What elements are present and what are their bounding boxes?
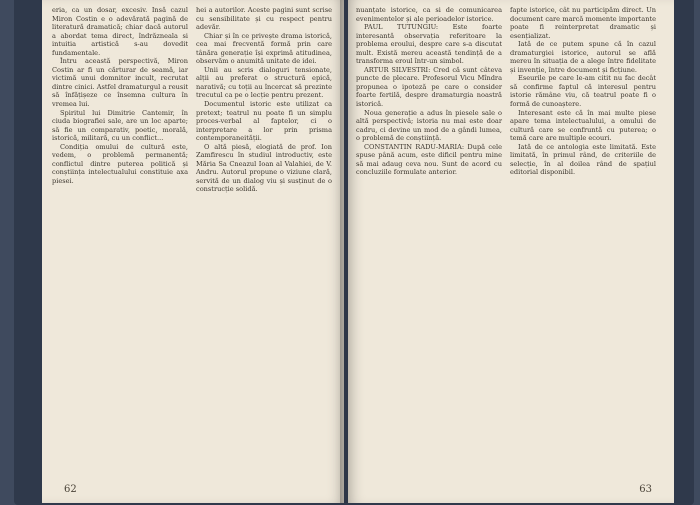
paragraph: eria, ca un dosar, excesiv. Insă cazul Miron Costin e o adevărată pagină de literatură dramatică; chiar dacă autorul a abordat tema direct, îndrăzneala si intuitia artistică s-au dovedit fundamentale. (52, 6, 188, 57)
left-column-1 (52, 6, 188, 194)
paragraph: Întru această perspectivă, Miron Costin ar fi un cărturar de seamă, iar victimă unui domnitor incult, recrutat dintre cinici. Astfel dramaturgul a reusit să înfățișeze ce însemna cultura în vremea lui. (52, 57, 188, 109)
right-column-1 (356, 6, 502, 177)
paragraph: Spiritul lui Dimitrie Cantemir, în ciuda biografiei sale, are un loc aparte; să fie un comparativ, poetic, morală, istorică, militară, cu un conflict... (52, 108, 188, 143)
paragraph: Condiția omului de cultură este, vedem, o problemă permanentă; conflictul dintre puterea politică și conștiința intelectualului constituie axa piesei. (52, 142, 188, 185)
paragraph: Documentul istoric este utilizat ca pretext; teatrul nu poate fi un simplu proces-verbal al faptelor, ci o interpretare a lor prin prisma contemporaneității. (196, 100, 332, 143)
paragraph: nuanțate istorice, ca si de comunicarea evenimentelor și ale perioadelor istorice. (356, 6, 502, 23)
paragraph: fapte istorice, cât nu participăm direct. Un document care marcă momente importante poate fi reinterpretat dramatic și esențializat. (510, 6, 656, 40)
right-page (348, 0, 674, 503)
page-number-right: 63 (639, 484, 652, 495)
right-column-2 (510, 6, 656, 177)
left-column-2 (196, 6, 332, 194)
paragraph: ARTUR SILVESTRI: Cred că sunt câteva puncte de plecare. Profesorul Vicu Mîndra propunea o ipoteză pe care o consider foarte fertilă, despre dramaturgia noastră istorică. (356, 65, 502, 109)
left-page (42, 0, 344, 503)
paragraph: hei a autorilor. Aceste pagini sunt scrise cu sensibilitate și cu respect pentru adevăr. (196, 6, 332, 32)
page-number-left: 62 (64, 484, 77, 495)
paragraph: Interesant este că în mai multe piese apare tema intelectualului, a omului de cultură care se confruntă cu puterea; o temă care are multiple ecouri. (510, 108, 656, 143)
paragraph: Noua generație a adus în piesele sale o altă perspectivă; istoria nu mai este doar cadru, ci devine un mod de a gândi lumea, o problemă de conștiință. (356, 108, 502, 143)
paragraph: CONSTANTIN RADU-MARIA: După cele spuse până acum, este dificil pentru mine să mai adaug ceva nou. Sunt de acord cu concluziile formulate anterior. (356, 142, 502, 177)
paragraph: Unii au scris dialoguri tensionate, alții au preferat o structură epică, narativă; cu toții au încercat să prezinte trecutul ca pe o lecție pentru prezent. (196, 65, 332, 100)
paragraph: O altă piesă, elogiată de prof. Ion Zamfirescu în studiul introductiv, este Măria Sa Cneazul Ioan al Valahiei, de V. Andru. Autorul propune o viziune clară, servită de un dialog viu și susținut de o construcție solidă. (196, 142, 332, 194)
paragraph: PAUL TUTUNGIU: Este foarte interesantă observația referitoare la problema eroului, despre care s-a discutat mult. Există mereu această tendință de a transforma eroul într-un simbol. (356, 23, 502, 66)
paragraph: Eseurile pe care le-am citit nu fac decât să confirme faptul că interesul pentru istorie rămâne viu, că teatrul poate fi o formă de cunoaștere. (510, 74, 656, 109)
paragraph: Chiar și în ce privește drama istorică, cea mai frecventă formă prin care tânăra generație își exprimă atitudinea, observăm o anumită unitate de idei. (196, 31, 332, 66)
right-page-columns (356, 6, 656, 177)
paragraph: Iată de ce putem spune că în cazul dramaturgiei istorice, autorul se află mereu în situația de a alege între fidelitate și invenție, între document și ficțiune. (510, 40, 656, 74)
paragraph: Iată de ce antologia este limitată. Este limitată, în primul rând, de criteriile de selecție, în al doilea rând de spațiul editorial disponibil. (510, 142, 656, 177)
left-page-columns (52, 6, 332, 194)
